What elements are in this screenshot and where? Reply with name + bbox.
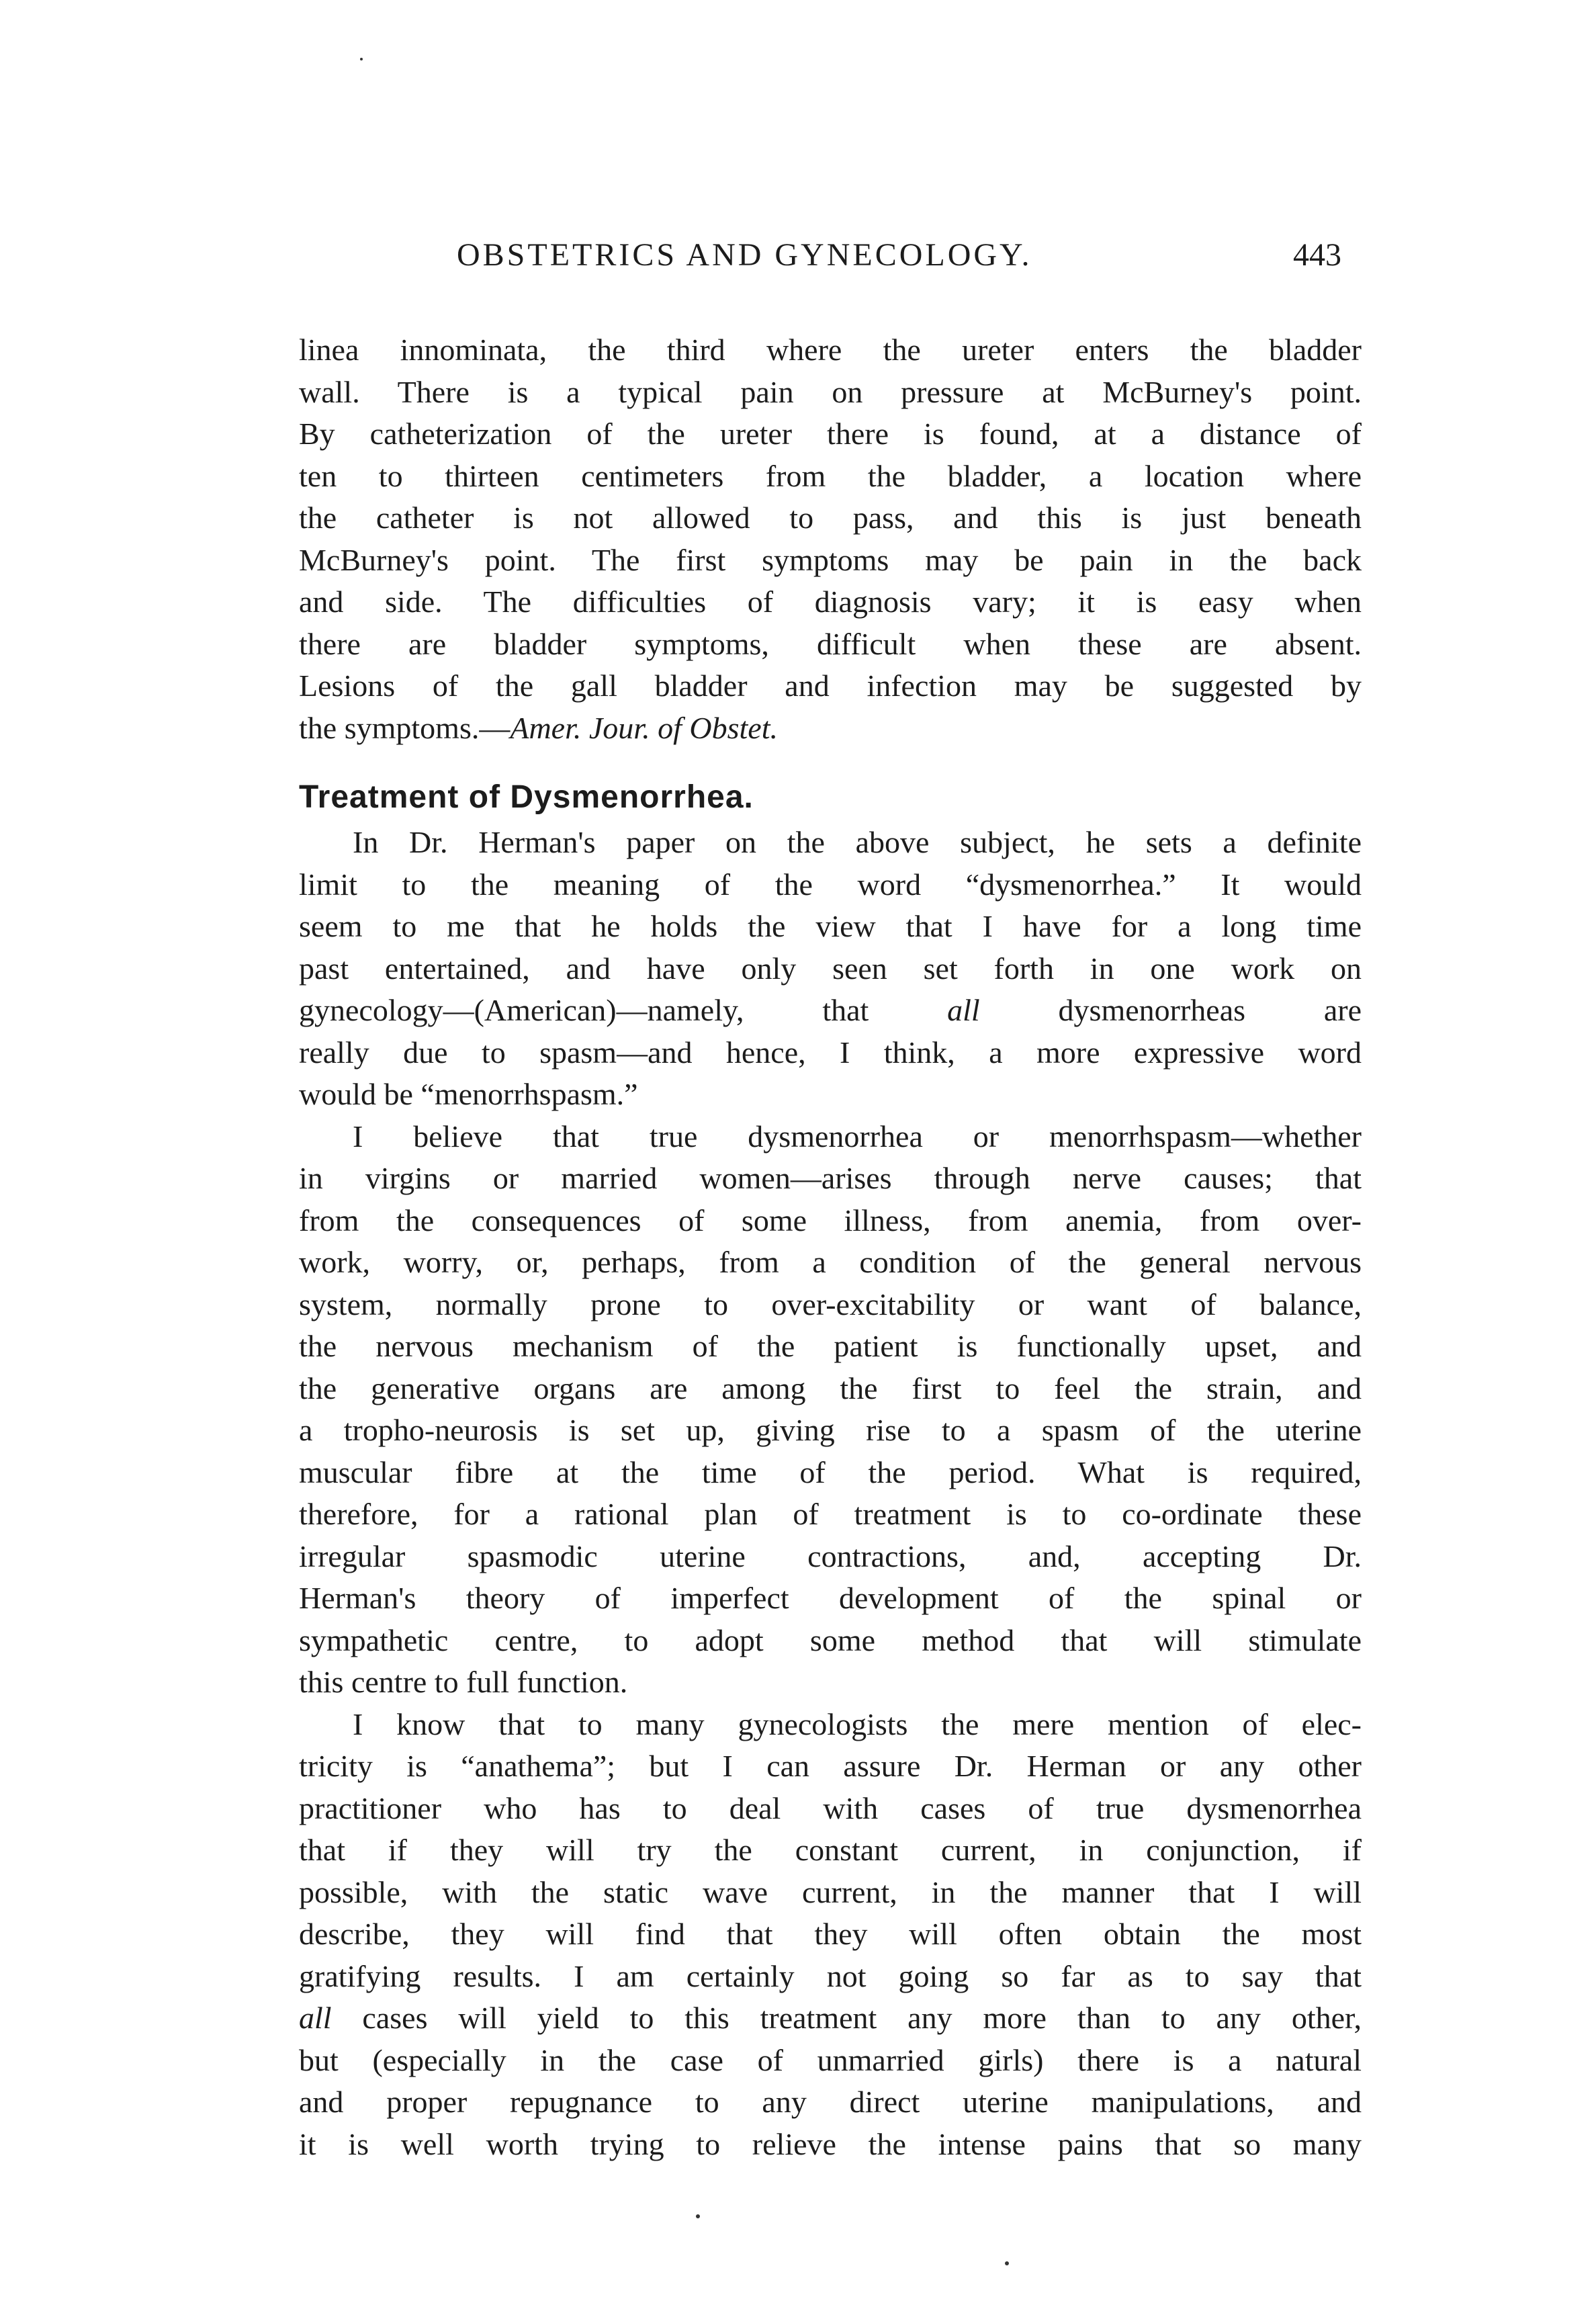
text-line: In Dr. Herman's paper on the above subject, he sets a definite <box>353 825 1362 859</box>
paragraph-continuation <box>299 329 1362 749</box>
text-line: tricity is “anathema”; but I can assure Dr. Herman or any other <box>299 1749 1362 1783</box>
paragraph <box>299 822 1362 1116</box>
text-line: gratifying results. I am certainly not going so far as to say that <box>299 1958 1362 1993</box>
text-line: By catheterization of the ureter there is found, at a distance of <box>299 417 1362 451</box>
text-line: system, normally prone to over-excitability or want of balance, <box>299 1287 1362 1321</box>
text-line <box>299 1997 1362 2040</box>
scan-speck <box>360 58 363 60</box>
text-line: therefore, for a rational plan of treatment is to co-ordinate these <box>299 1497 1362 1531</box>
text-line <box>299 707 1362 750</box>
text-line: really due to spasm—and hence, I think, a more expressive word <box>299 1035 1362 1070</box>
section-title: Treatment of Dysmenorrhea. <box>299 779 754 815</box>
text-line: linea innominata, the third where the ureter enters the bladder <box>299 333 1362 367</box>
page-header <box>0 236 1596 290</box>
text-line: it is well worth trying to relieve the intense pains that so many <box>299 2126 1362 2161</box>
text-line: the generative organs are among the first to feel the strain, and <box>299 1371 1362 1405</box>
text-column <box>299 329 1362 2165</box>
text-line: Herman's theory of imperfect development of the spinal or <box>299 1581 1362 1615</box>
line-text: cases will yield to this treatment any more than to any other, <box>331 2001 1362 2035</box>
text-line: the nervous mechanism of the patient is functionally upset, and <box>299 1329 1362 1363</box>
scan-speck <box>1005 2261 1009 2265</box>
text-line: I believe that true dysmenorrhea or menorrhspasm—whether <box>353 1119 1362 1154</box>
text-line: this centre to full function. <box>299 1665 628 1699</box>
text-line: and side. The difficulties of diagnosis vary; it is easy when <box>299 584 1362 619</box>
text-line: seem to me that he holds the view that I have for a long time <box>299 909 1362 943</box>
text-line: practitioner who has to deal with cases of true dysmenorrhea <box>299 1790 1362 1825</box>
scan-speck <box>696 2214 700 2218</box>
journal-citation: Amer. Jour. of Obstet. <box>510 710 778 745</box>
text-line: and proper repugnance to any direct uterine manipulations, and <box>299 2085 1362 2119</box>
text-line: in virgins or married women—arises through nerve causes; that <box>299 1161 1362 1195</box>
page-number: 443 <box>1293 237 1341 273</box>
text-line: past entertained, and have only seen set forth in one work on <box>299 951 1362 986</box>
text-line: I know that to many gynecologists the mere mention of elec- <box>353 1706 1362 1741</box>
text-line: limit to the meaning of the word “dysmenorrhea.” It would <box>299 867 1362 902</box>
text-line: would be “menorrhspasm.” <box>299 1077 638 1111</box>
text-line: wall. There is a typical pain on pressure at McBurney's point. <box>299 374 1362 409</box>
text-line: possible, with the static wave current, in the manner that I will <box>299 1874 1362 1909</box>
text-line: irregular spasmodic uterine contractions, and, accepting Dr. <box>299 1538 1362 1573</box>
line-text: gynecology—(American)—namely, that <box>299 993 948 1027</box>
emphasis: all <box>299 2001 332 2035</box>
text-line: McBurney's point. The first symptoms may be pain in the back <box>299 542 1362 577</box>
line-text: the symptoms.— <box>299 710 511 745</box>
text-line: describe, they will find that they will often obtain the most <box>299 1917 1362 1951</box>
emphasis: all <box>947 993 980 1027</box>
text-line: but (especially in the case of unmarried girls) there is a natural <box>299 2042 1362 2077</box>
line-text: dysmenorrheas are <box>979 993 1362 1027</box>
text-line: a tropho-neurosis is set up, giving rise to a spasm of the uterine <box>299 1413 1362 1447</box>
text-line: muscular fibre at the time of the period. What is required, <box>299 1454 1362 1489</box>
text-line: Lesions of the gall bladder and infection may be suggested by <box>299 668 1362 703</box>
paragraph <box>299 1116 1362 1704</box>
running-head: OBSTETRICS AND GYNECOLOGY. <box>457 237 1032 273</box>
text-line: from the consequences of some illness, from anemia, from over- <box>299 1203 1362 1237</box>
text-line: ten to thirteen centimeters from the bladder, a location where <box>299 458 1362 493</box>
text-line: that if they will try the constant current, in conjunction, if <box>299 1833 1362 1867</box>
text-line: the catheter is not allowed to pass, and this is just beneath <box>299 501 1362 535</box>
text-line: work, worry, or, perhaps, from a condition of the general nervous <box>299 1245 1362 1279</box>
text-line: there are bladder symptoms, difficult when these are absent. <box>299 626 1362 661</box>
paragraph <box>299 1704 1362 2166</box>
text-line <box>299 990 1362 1032</box>
text-line: sympathetic centre, to adopt some method that will stimulate <box>299 1622 1362 1657</box>
